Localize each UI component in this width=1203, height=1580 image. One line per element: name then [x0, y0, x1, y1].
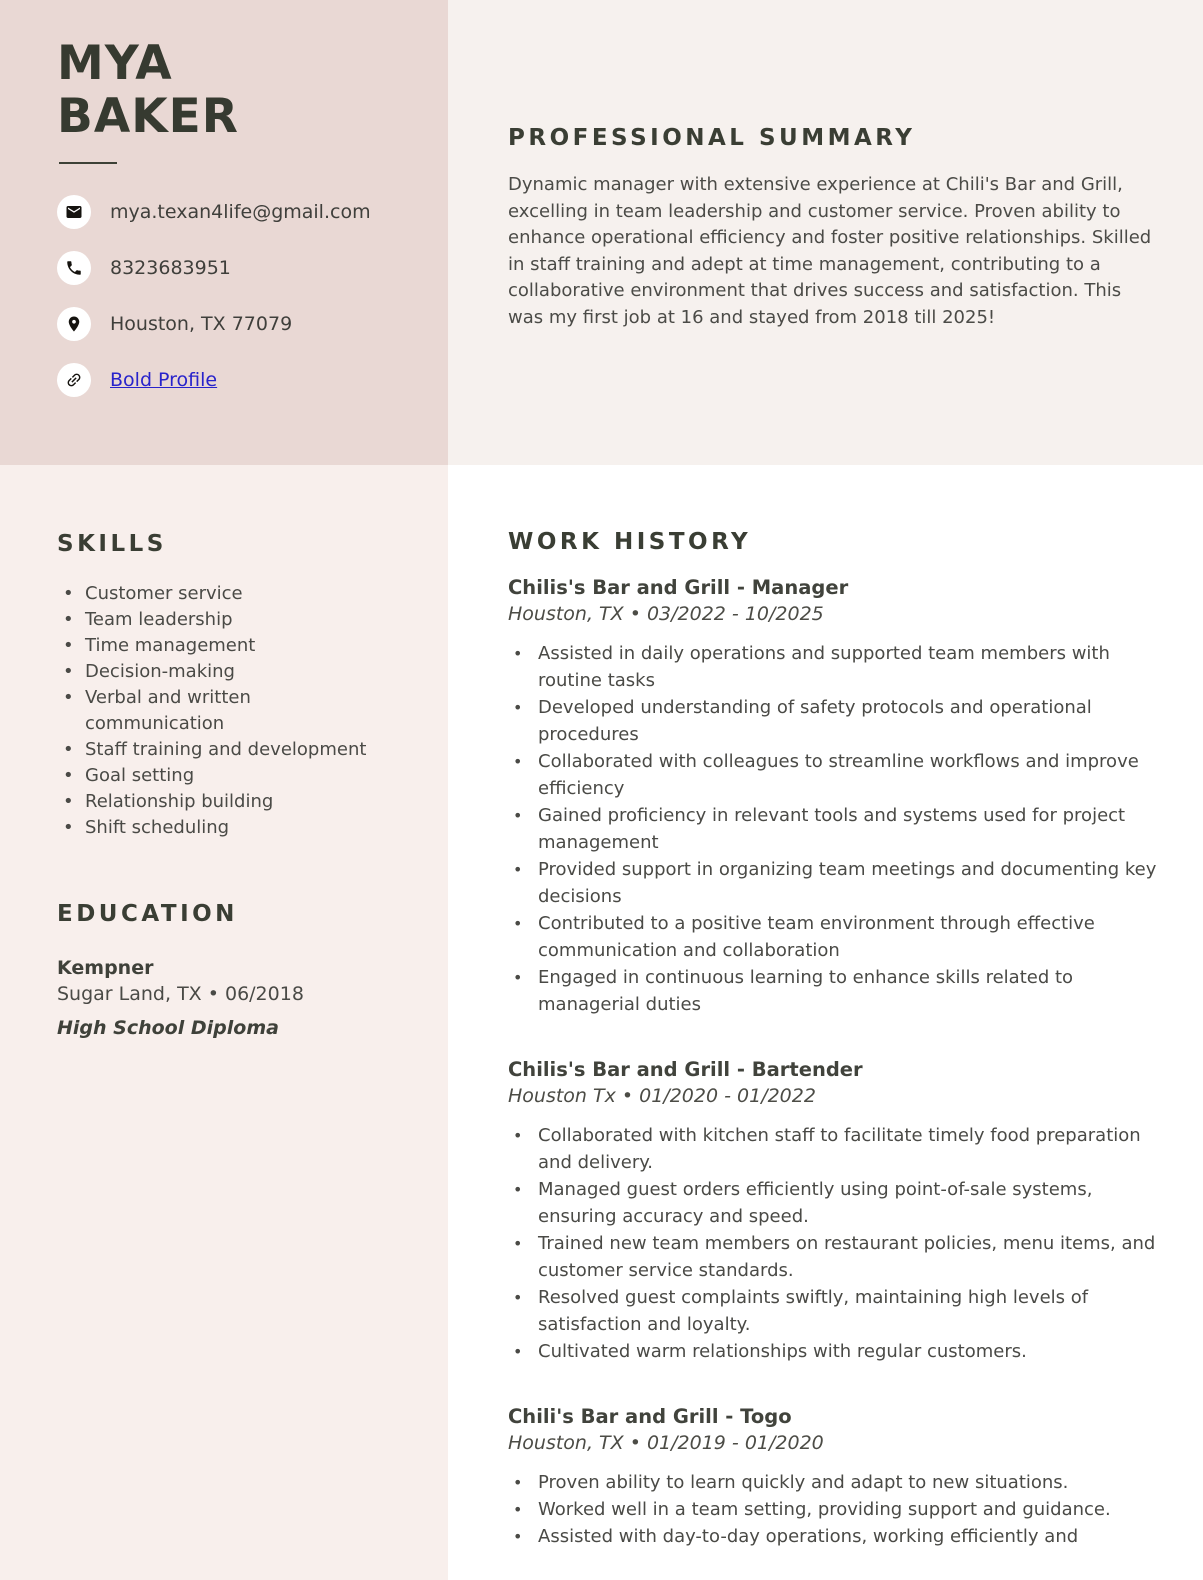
skill-item: • Team leadership	[57, 607, 392, 633]
job-title: Chili's Bar and Grill - Togo	[508, 1405, 792, 1428]
bold-profile-link[interactable]: Bold Profile	[110, 369, 218, 391]
contact-item	[57, 363, 420, 397]
sidebar-body	[0, 465, 448, 1079]
job-bullet: • Resolved guest complaints swiftly, maintaining high levels of satisfaction and loyalty.	[508, 1284, 1158, 1338]
job-title: Chilis's Bar and Grill - Bartender	[508, 1058, 863, 1081]
summary-heading: PROFESSIONAL SUMMARY	[508, 125, 916, 151]
job-bullet: • Provided support in organizing team meetings and documenting key decisions	[508, 856, 1158, 910]
job-bullet: • Collaborated with kitchen staff to facilitate timely food preparation and delivery.	[508, 1122, 1158, 1176]
job-bullet: • Managed guest orders efficiently using point-of-sale systems, ensuring accuracy and speed.	[508, 1176, 1158, 1230]
skill-item: • Time management	[57, 633, 392, 659]
link-icon	[57, 363, 91, 397]
main-column	[448, 0, 1203, 1580]
job-entry	[508, 1057, 1158, 1365]
job-bullet: • Cultivated warm relationships with regular customers.	[508, 1338, 1158, 1365]
job-bullet: • Worked well in a team setting, providing support and guidance.	[508, 1496, 1158, 1523]
education-school: Kempner	[57, 957, 154, 979]
contact-text: Houston, TX 77079	[110, 313, 293, 335]
job-meta: Houston, TX • 03/2022 - 10/2025	[508, 603, 824, 625]
sidebar	[0, 0, 448, 1580]
skill-item: • Relationship building	[57, 789, 392, 815]
contact-item	[57, 307, 420, 341]
skill-item: • Shift scheduling	[57, 815, 392, 841]
mail-icon	[57, 195, 91, 229]
location-pin-icon	[57, 307, 91, 341]
name-divider	[59, 162, 117, 164]
job-bullets	[508, 640, 1158, 1018]
professional-summary-section	[448, 0, 1203, 465]
name-line-1: MYA	[57, 36, 173, 91]
job-bullet: • Collaborated with colleagues to streamline workflows and improve efficiency	[508, 748, 1158, 802]
job-bullet: • Developed understanding of safety protocols and operational procedures	[508, 694, 1158, 748]
phone-icon	[57, 251, 91, 285]
job-bullets	[508, 1469, 1158, 1550]
work-history-heading: WORK HISTORY	[508, 529, 752, 555]
job-meta: Houston Tx • 01/2020 - 01/2022	[508, 1085, 816, 1107]
job-bullet: • Contributed to a positive team environment through effective communication and collaboration	[508, 910, 1158, 964]
education-location-date: Sugar Land, TX • 06/2018	[57, 983, 304, 1005]
job-title: Chilis's Bar and Grill - Manager	[508, 576, 849, 599]
education-heading: EDUCATION	[57, 901, 238, 927]
name-line-2: BAKER	[57, 89, 239, 144]
skill-item: • Customer service	[57, 581, 392, 607]
skills-heading: SKILLS	[57, 531, 167, 557]
job-bullet: • Gained proficiency in relevant tools and systems used for project management	[508, 802, 1158, 856]
job-entry	[508, 1404, 1158, 1550]
job-bullet: • Engaged in continuous learning to enhance skills related to managerial duties	[508, 964, 1158, 1018]
job-entry	[508, 575, 1158, 1018]
skill-item: • Verbal and written communication	[57, 685, 392, 737]
job-bullets	[508, 1122, 1158, 1365]
skills-list	[57, 581, 392, 841]
contact-item	[57, 251, 420, 285]
job-bullet: • Trained new team members on restaurant policies, menu items, and customer service standards.	[508, 1230, 1158, 1284]
work-history-section	[448, 465, 1203, 1580]
contact-text: 8323683951	[110, 257, 231, 279]
person-name	[57, 37, 420, 143]
contact-list	[57, 195, 420, 397]
skill-item: • Staff training and development	[57, 737, 392, 763]
skill-item: • Goal setting	[57, 763, 392, 789]
contact-text: mya.texan4life@gmail.com	[110, 201, 371, 223]
education-degree: High School Diploma	[57, 1017, 279, 1039]
skill-item: • Decision-making	[57, 659, 392, 685]
job-bullet: • Assisted with day-to-day operations, working efficiently and	[508, 1523, 1158, 1550]
job-meta: Houston, TX • 01/2019 - 01/2020	[508, 1432, 824, 1454]
summary-text: Dynamic manager with extensive experience at Chili's Bar and Grill, excelling in team leadership and customer service. Proven ability to enhance operational efficiency and foster positive relationships. Skilled in staff training and adept at time management, contributing to a collaborative environment that drives success and satisfaction. This was my first job at 16 and stayed from 2018 till 2025!	[508, 174, 1152, 328]
contact-item	[57, 195, 420, 229]
jobs-container	[508, 575, 1158, 1550]
sidebar-header	[0, 0, 448, 465]
job-bullet: • Proven ability to learn quickly and adapt to new situations.	[508, 1469, 1158, 1496]
job-bullet: • Assisted in daily operations and supported team members with routine tasks	[508, 640, 1158, 694]
